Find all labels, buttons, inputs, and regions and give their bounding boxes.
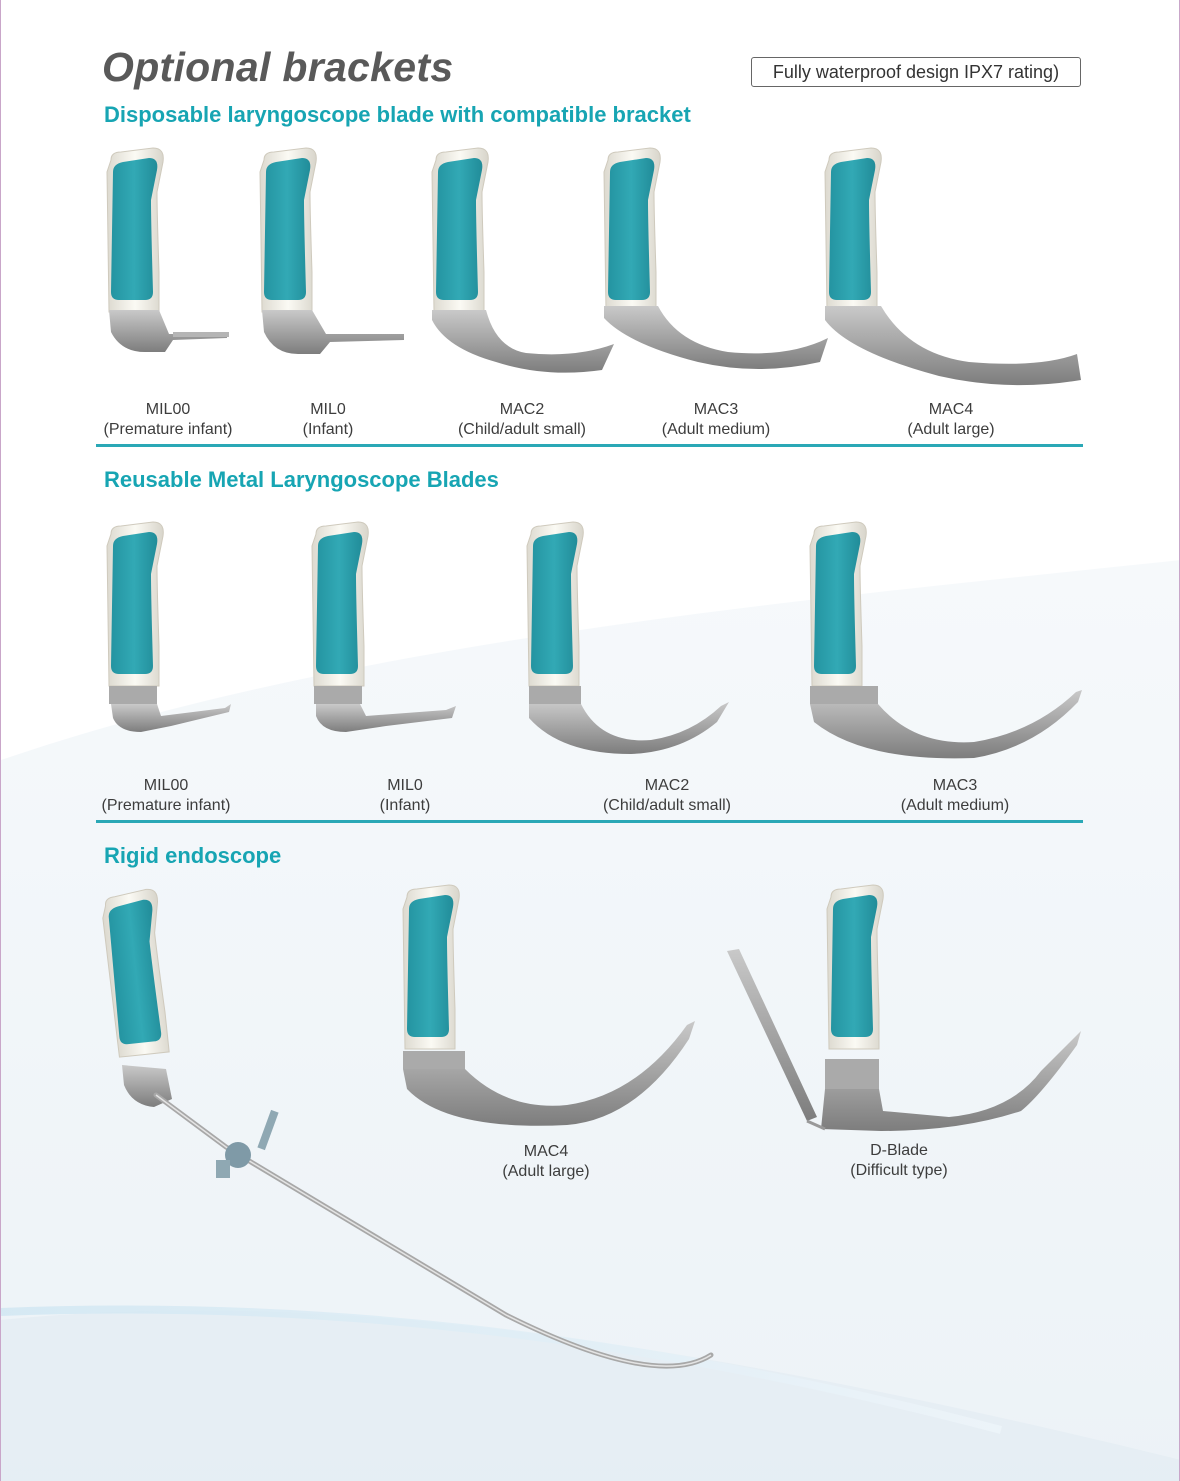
- section-divider: [96, 444, 1083, 447]
- caption-desc: (Child/adult small): [602, 797, 732, 814]
- section-divider: [96, 820, 1083, 823]
- caption-model: MIL0: [387, 777, 423, 794]
- product-image-rigid-mac4: [397, 885, 707, 1140]
- caption-desc: (Premature infant): [101, 797, 231, 814]
- caption-disposable-mac4: [841, 400, 1061, 440]
- section-title-rigid-endoscope: Rigid endoscope: [104, 843, 282, 868]
- product-image-disposable-mac4: [819, 148, 1089, 393]
- caption-desc: (Adult medium): [900, 797, 1010, 814]
- caption-model: MAC2: [499, 401, 545, 418]
- caption-reusable-mac3: [845, 776, 1065, 816]
- caption-model: MAC3: [932, 777, 978, 794]
- caption-disposable-mil0: [218, 400, 438, 440]
- caption-desc: (Adult large): [502, 1163, 590, 1180]
- caption-reusable-mac2: [557, 776, 777, 816]
- page-title: Optional brackets: [102, 44, 454, 90]
- caption-model: MIL00: [143, 777, 189, 794]
- caption-model: MIL00: [145, 401, 191, 418]
- caption-desc: (Child/adult small): [457, 421, 587, 438]
- caption-model: MAC3: [693, 401, 739, 418]
- caption-desc: (Infant): [302, 421, 354, 438]
- caption-model: MIL0: [310, 401, 346, 418]
- caption-desc: (Difficult type): [850, 1162, 948, 1179]
- caption-model: D-Blade: [870, 1142, 928, 1159]
- caption-desc: (Infant): [379, 797, 431, 814]
- caption-desc: (Adult medium): [661, 421, 771, 438]
- product-image-disposable-mil00: [101, 148, 241, 358]
- product-image-reusable-mil00: [101, 522, 241, 742]
- product-image-reusable-mil0: [306, 522, 466, 742]
- product-image-disposable-mil0: [254, 148, 414, 358]
- caption-model: MAC4: [928, 401, 974, 418]
- caption-model: MAC4: [523, 1143, 569, 1160]
- caption-model: MAC2: [644, 777, 690, 794]
- caption-desc: (Adult large): [907, 421, 995, 438]
- caption-disposable-mac3: [606, 400, 826, 440]
- product-image-disposable-mac2: [426, 148, 626, 378]
- section-title-reusable: Reusable Metal Laryngoscope Blades: [104, 467, 499, 492]
- caption-desc: (Premature infant): [103, 421, 233, 438]
- section-title-disposable: Disposable laryngoscope blade with compatible bracket: [104, 102, 691, 127]
- waterproof-badge: Fully waterproof design IPX7 rating): [751, 57, 1081, 87]
- product-image-reusable-mac3: [804, 522, 1094, 762]
- caption-reusable-mil00: [56, 776, 276, 816]
- caption-reusable-mil0: [295, 776, 515, 816]
- caption-disposable-mac2: [412, 400, 632, 440]
- product-image-disposable-mac3: [598, 148, 838, 378]
- product-image-reusable-mac2: [521, 522, 741, 762]
- caption-rigid-mac4: [436, 1142, 656, 1182]
- product-image-d-blade: [721, 885, 1091, 1135]
- caption-d-blade: [789, 1141, 1009, 1181]
